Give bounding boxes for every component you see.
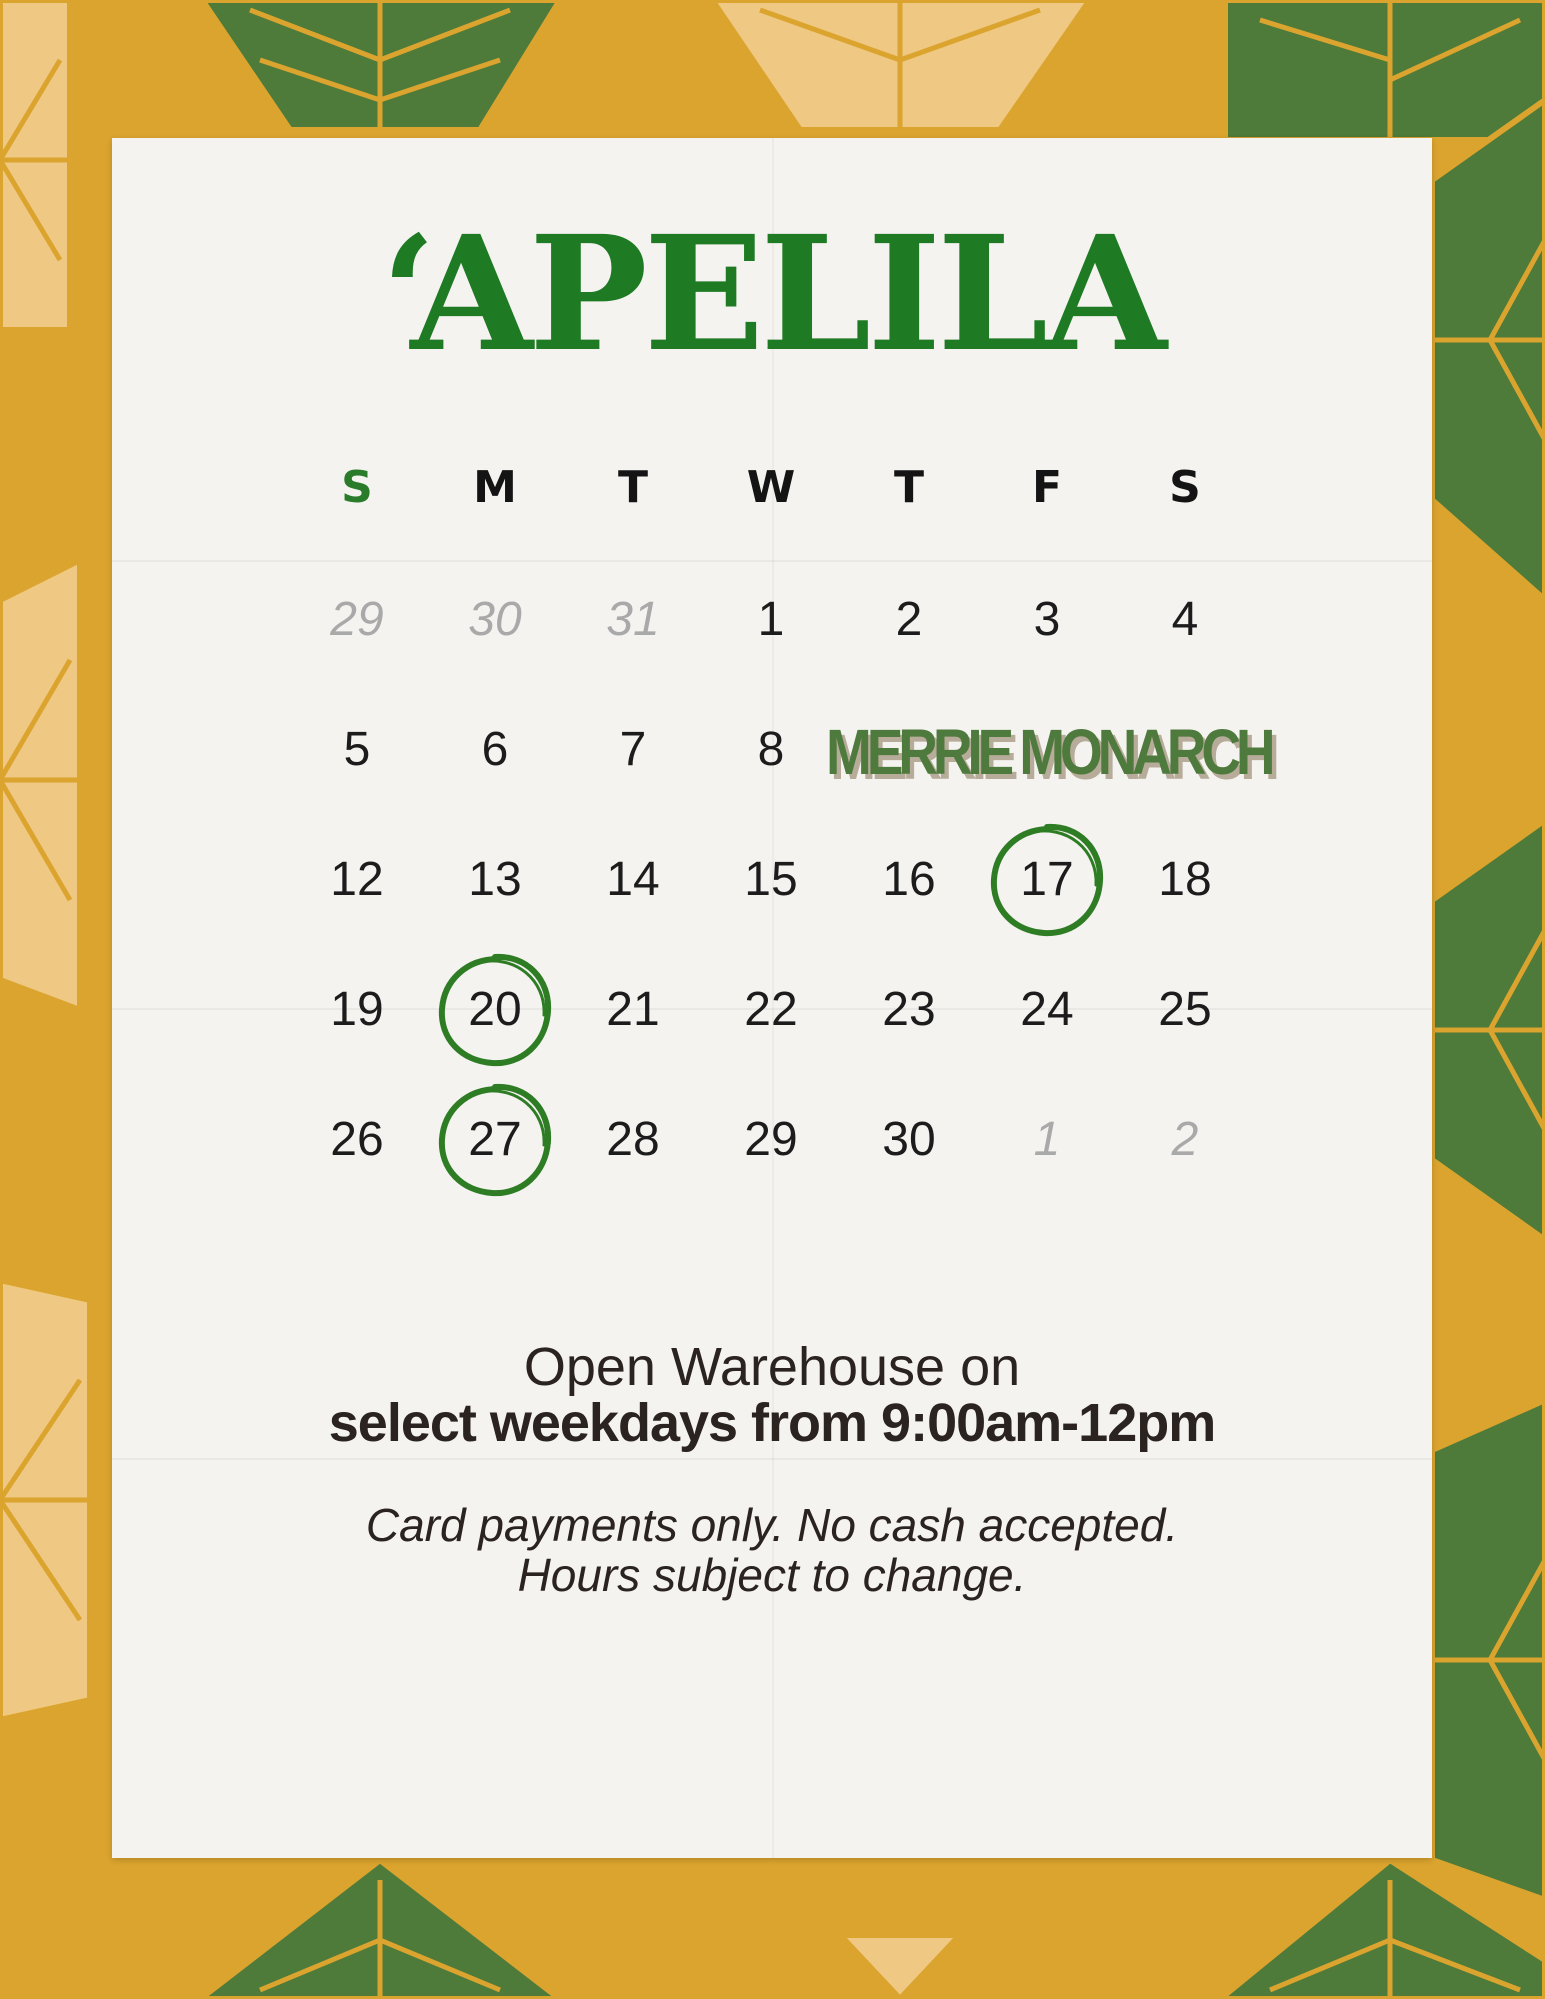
weekday-header: T <box>617 462 648 513</box>
calendar-day: 16 <box>882 853 936 906</box>
calendar-day: 3 <box>1033 593 1061 646</box>
calendar-day: 19 <box>330 983 384 1036</box>
calendar-day: 28 <box>606 1113 660 1166</box>
calendar-day: 22 <box>744 983 798 1036</box>
calendar-day: 5 <box>343 723 371 776</box>
hours-line-1: Open Warehouse on <box>523 1337 1021 1397</box>
calendar-day: 15 <box>744 853 798 906</box>
calendar-day: 23 <box>882 983 936 1036</box>
hours-change-note: Hours subject to change. <box>517 1549 1027 1601</box>
calendar-day: 20 <box>468 983 522 1036</box>
calendar-week-row <box>112 850 1432 910</box>
weekday-header: M <box>473 462 517 513</box>
calendar-day: 2 <box>1171 1113 1199 1166</box>
calendar-day: 30 <box>882 1113 936 1166</box>
weekday-header: F <box>1031 462 1063 513</box>
calendar-day: 31 <box>606 593 660 646</box>
calendar-week-row <box>112 1110 1432 1170</box>
calendar-day: 24 <box>1020 983 1074 1036</box>
calendar-day: 14 <box>606 853 660 906</box>
calendar-day: 27 <box>468 1113 522 1166</box>
calendar-week-row <box>112 590 1432 650</box>
calendar-day: 4 <box>1171 593 1199 646</box>
weekday-header: S <box>1169 462 1201 513</box>
calendar-day: 17 <box>1020 853 1074 906</box>
weekday-header: W <box>746 462 796 513</box>
calendar-day: 30 <box>468 593 522 646</box>
event-label-merrie-monarch: MERRIE MONARCH <box>826 716 1271 788</box>
calendar-day: 6 <box>481 723 509 776</box>
calendar-day: 8 <box>757 723 785 776</box>
calendar-day: 29 <box>330 593 384 646</box>
calendar-day: 2 <box>895 593 923 646</box>
calendar-day: 12 <box>330 853 384 906</box>
calendar-day: 26 <box>330 1113 384 1166</box>
month-title: ‘APELILA <box>381 202 1163 387</box>
calendar-day: 13 <box>468 853 522 906</box>
payment-note: Card payments only. No cash accepted. <box>365 1499 1179 1551</box>
weekday-header: S <box>341 462 373 513</box>
calendar-week-row <box>112 980 1432 1040</box>
calendar-paper <box>112 138 1432 1858</box>
calendar-day: 21 <box>606 983 660 1036</box>
calendar-day: 1 <box>1033 1113 1061 1166</box>
calendar-day: 25 <box>1158 983 1212 1036</box>
hours-line-2: select weekdays from 9:00am-12pm <box>328 1393 1216 1453</box>
calendar-day: 7 <box>619 723 647 776</box>
weekday-header-row <box>112 458 1432 518</box>
calendar-day: 29 <box>744 1113 798 1166</box>
calendar-day: 18 <box>1158 853 1212 906</box>
calendar-day: 1 <box>757 593 785 646</box>
weekday-header: T <box>893 462 924 513</box>
